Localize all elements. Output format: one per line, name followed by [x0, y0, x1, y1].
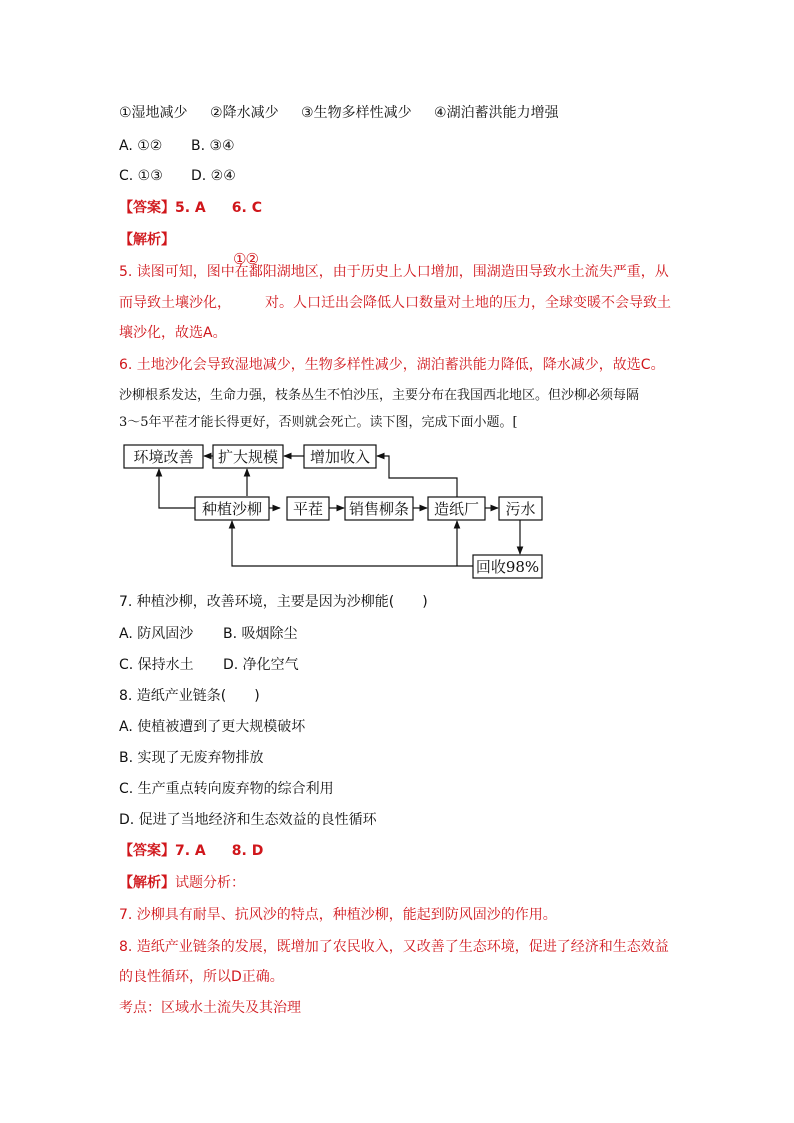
- q8-choice-d: D. 促进了当地经济和生态效益的良性循环: [119, 812, 377, 828]
- arrow-plant-to-env: [159, 469, 195, 508]
- question-7-stem: 7. 种植沙柳，改善环境，主要是因为沙柳能( ): [119, 594, 428, 610]
- option-4: ④湖泊蓄洪能力增强: [434, 105, 559, 121]
- choice-d: D. ②④: [191, 168, 236, 184]
- question-options-line: [119, 103, 559, 123]
- analysis-label-2: 【解析】: [119, 875, 175, 891]
- option-3: ③生物多样性减少: [301, 105, 412, 121]
- intro-line1: 沙柳根系发达，生命力强，枝条丛生不怕沙压，主要分布在我国西北地区。但沙柳必须每隔: [119, 388, 640, 403]
- label-expand-scale: 扩大规模: [217, 448, 279, 466]
- q7-choice-b: B. 吸烟除尘: [223, 626, 298, 642]
- choice-row-cd: [119, 166, 236, 186]
- q7-choice-a: A. 防风固沙: [119, 626, 194, 642]
- overlay-mark: ①②: [233, 250, 258, 268]
- explanation-6: 6. 土地沙化会导致湿地减少，生物多样性减少，湖泊蓄洪能力降低，降水减少，故选C。: [119, 357, 665, 373]
- choice-row-ab: [119, 136, 235, 156]
- explanation-5-line2: [119, 293, 671, 313]
- answer-line-1: [119, 198, 262, 218]
- analysis-label-1: 【解析】: [119, 232, 175, 248]
- label-recycle: 回收98%: [475, 558, 540, 576]
- answer-label-2: 【答案】: [119, 843, 175, 859]
- answer-5: 5. A: [175, 200, 206, 216]
- question-7-row-cd: [119, 655, 299, 675]
- label-cut: 平茬: [292, 500, 324, 518]
- answer-line-2: [119, 841, 263, 861]
- q7-choice-c: C. 保持水土: [119, 657, 194, 673]
- explanation-5-line3: 壤沙化，故选A。: [119, 325, 227, 341]
- explanation-5-line2b: 对。人口迁出会降低人口数量对土地的压力，全球变暖不会导致土: [265, 295, 671, 311]
- explanation-8-line1: 8. 造纸产业链条的发展，既增加了农民收入，又改善了生态环境，促进了经济和生态效益: [119, 939, 669, 955]
- question-7-row-ab: [119, 624, 298, 644]
- choice-a: A. ①②: [119, 138, 163, 154]
- analysis-line-2: [119, 873, 245, 893]
- answer-6: 6. C: [231, 200, 262, 216]
- q8-choice-a: A. 使植被遭到了更大规模破坏: [119, 719, 306, 735]
- q7-choice-d: D. 净化空气: [223, 657, 299, 673]
- explanation-8-line2: 的良性循环，所以D正确。: [119, 969, 284, 985]
- label-paper-mill: 造纸厂: [433, 500, 480, 518]
- arrow-paper-to-income: [377, 456, 457, 497]
- label-environment: 环境改善: [133, 448, 194, 466]
- choice-b: B. ③④: [191, 138, 235, 154]
- q8-choice-b: B. 实现了无废弃物排放: [119, 750, 264, 766]
- option-2: ②降水减少: [210, 105, 279, 121]
- intro-line2: 3～5年平茬才能长得更好，否则就会死亡。读下图，完成下面小题。[: [119, 415, 518, 430]
- flow-diagram: [119, 438, 549, 583]
- choice-c: C. ①③: [119, 168, 163, 184]
- explanation-7: 7. 沙柳具有耐旱、抗风沙的特点，种植沙柳，能起到防风固沙的作用。: [119, 907, 557, 923]
- question-8-stem: 8. 造纸产业链条( ): [119, 688, 260, 704]
- answer-label: 【答案】: [119, 200, 175, 216]
- explanation-5-line2a: 而导致土壤沙化，: [119, 295, 231, 311]
- option-1: ①湿地减少: [119, 105, 188, 121]
- answer-8: 8. D: [231, 843, 264, 859]
- explanation-5-line1: 5. 读图可知，图中在鄱阳湖地区，由于历史上人口增加，围湖造田导致水土流失严重，从: [119, 264, 669, 280]
- label-increase-income: 增加收入: [309, 448, 371, 466]
- arrow-recycle-to-plant: [232, 521, 473, 566]
- kaodian: 考点：区域水土流失及其治理: [119, 1000, 301, 1016]
- analysis-rest: 试题分析：: [175, 875, 245, 891]
- label-plant-willow: 种植沙柳: [201, 500, 263, 518]
- label-sell-branches: 销售柳条: [348, 500, 410, 518]
- answer-7: 7. A: [175, 843, 206, 859]
- q8-choice-c: C. 生产重点转向废弃物的综合利用: [119, 781, 334, 797]
- label-sewage: 污水: [505, 500, 536, 518]
